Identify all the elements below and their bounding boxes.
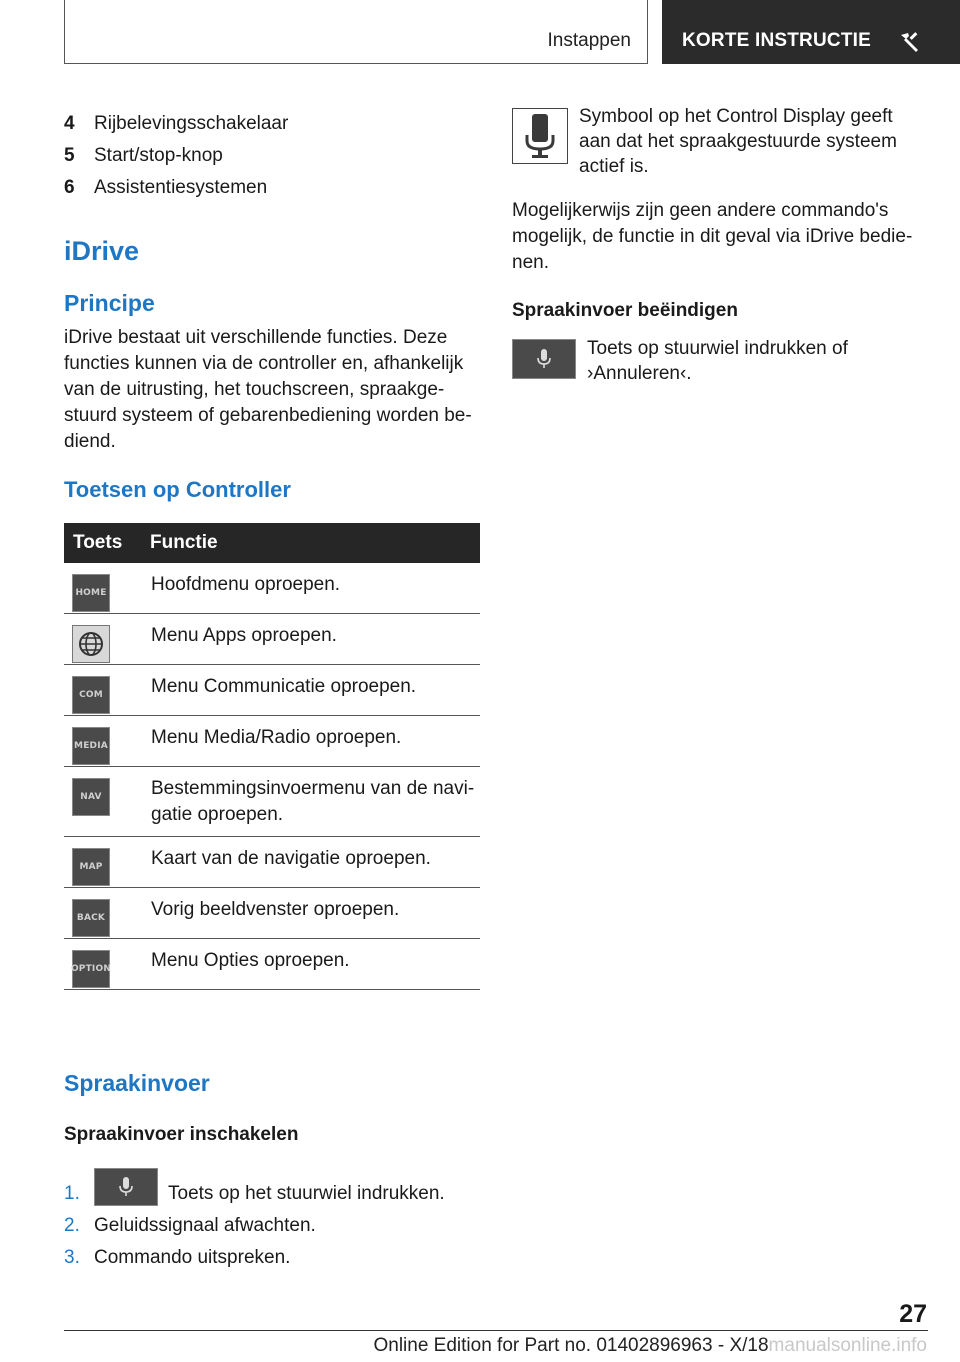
- beeindigen-text: Toets op stuurwiel indrukken of ›Annuleren‹.: [587, 338, 848, 384]
- spraakinvoer-heading: Spraakinvoer: [64, 1070, 210, 1096]
- microphone-button-icon: [94, 1168, 158, 1206]
- home-button-icon: HOME: [72, 574, 110, 612]
- principe-heading: Principe: [64, 290, 155, 316]
- function-text: Hoofdmenu oproepen.: [150, 563, 480, 614]
- list-item: 1. Toets op het stuurwiel indrukken.: [64, 1156, 484, 1206]
- controller-keys-table: [64, 523, 480, 990]
- table-row: [64, 614, 480, 665]
- list-item: 2. Geluidssignaal afwachten.: [64, 1215, 316, 1236]
- globe-apps-icon: [72, 625, 110, 663]
- function-text: Menu Apps oproepen.: [150, 614, 480, 665]
- option-button-icon: OPTION: [72, 950, 110, 988]
- header-section-box: [64, 0, 648, 64]
- function-text: Menu Media/Radio oproepen.: [150, 716, 480, 767]
- page-number: 27: [899, 1300, 927, 1328]
- footer-edition: [373, 1335, 927, 1357]
- header-chapter-box: [662, 0, 960, 64]
- list-item: 3. Commando uitspreken.: [64, 1247, 291, 1268]
- table-row: [64, 563, 480, 614]
- table-row: [64, 939, 480, 990]
- edition-text: Online Edition for Part no. 01402896963 - X/18: [373, 1335, 769, 1356]
- table-row: [64, 665, 480, 716]
- table-row: [64, 716, 480, 767]
- com-button-icon: COM: [72, 676, 110, 714]
- map-button-icon: MAP: [72, 848, 110, 886]
- list-item: 5 Start/stop-knop: [64, 145, 223, 166]
- numbered-list: [64, 112, 484, 208]
- list-item: 4 Rijbelevingsschakelaar: [64, 113, 289, 134]
- function-text: Kaart van de navigatie oproepen.: [150, 837, 480, 888]
- table-row: [64, 767, 480, 837]
- symbol-description: Symbool op het Control Display geeft aan dat het spraakgestuurde systeem actief is.: [579, 106, 897, 177]
- microphone-symbol-icon: [512, 108, 568, 164]
- watermark: manualsonline.info: [768, 1335, 927, 1356]
- column-header-function: Functie: [150, 523, 480, 563]
- section-title: Instappen: [547, 30, 631, 51]
- table-row: [64, 888, 480, 939]
- function-text: Bestemmingsinvoermenu van de navigatie oproepen.: [150, 767, 480, 837]
- beeindigen-heading: Spraakinvoer beëindigen: [512, 300, 738, 321]
- steps-list: [64, 1156, 484, 1270]
- footer-divider: [64, 1330, 928, 1331]
- function-text: Menu Communicatie oproepen.: [150, 665, 480, 716]
- back-button-icon: BACK: [72, 899, 110, 937]
- inschakelen-heading: Spraakinvoer inschakelen: [64, 1124, 299, 1145]
- chapter-title: KORTE INSTRUCTIE: [682, 30, 871, 51]
- list-item: 6 Assistentiesystemen: [64, 177, 268, 198]
- wrench-hammer-icon: [898, 30, 922, 54]
- column-header-key: Toets: [64, 523, 150, 563]
- table-header-row: [64, 523, 480, 563]
- idrive-heading: iDrive: [64, 236, 140, 266]
- function-text: Vorig beeldvenster oproepen.: [150, 888, 480, 939]
- principe-paragraph: iDrive bestaat uit verschillende functies. Deze functies kunnen via de controller en, afhankelijk van de uitrusting, het touchscreen, spraakgestuurd systeem of gebarenbediening worden bediend.: [64, 327, 472, 452]
- note-paragraph: Mogelijkerwijs zijn geen andere commando's mogelijk, de functie in dit geval via iDrive bedienen.: [512, 200, 913, 273]
- function-text: Menu Opties oproepen.: [150, 939, 480, 990]
- controller-keys-heading: Toetsen op Controller: [64, 477, 291, 502]
- table-row: [64, 837, 480, 888]
- nav-button-icon: NAV: [72, 778, 110, 816]
- microphone-button-icon: [512, 339, 576, 379]
- media-button-icon: MEDIA: [72, 727, 110, 765]
